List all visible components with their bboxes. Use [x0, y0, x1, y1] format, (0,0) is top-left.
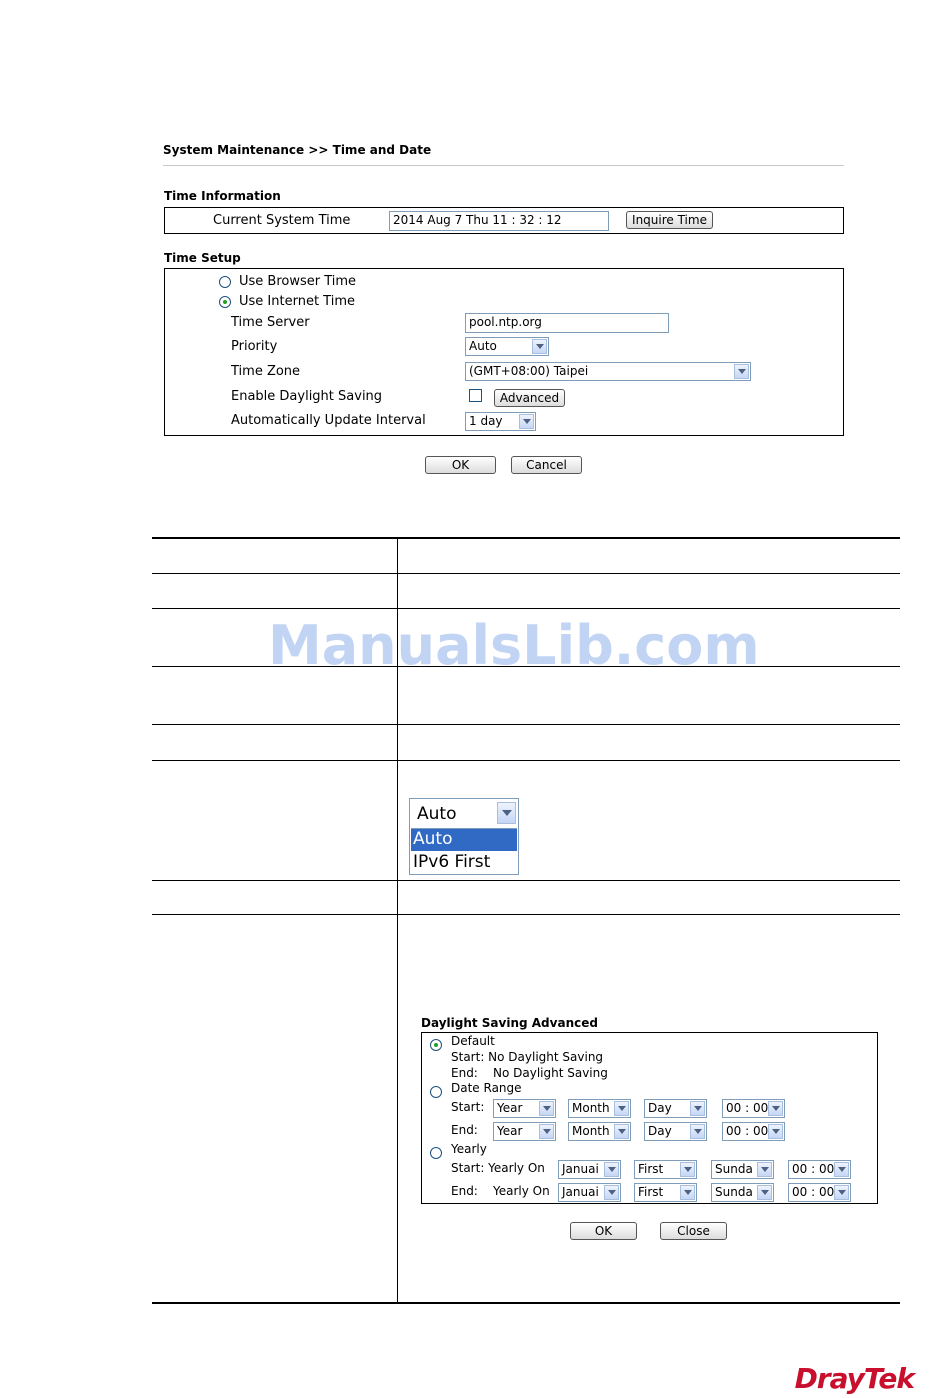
- select-value: First: [638, 1162, 664, 1176]
- table-row-divider: [152, 760, 900, 761]
- priority-dropdown-closed[interactable]: [411, 800, 517, 829]
- range-end-label: End:: [451, 1123, 478, 1137]
- priority-option-ipv6-first[interactable]: IPv6 First: [413, 852, 491, 872]
- title-divider: [163, 165, 844, 166]
- priority-dropdown-figure: [409, 798, 519, 875]
- date-range-radio[interactable]: [430, 1086, 442, 1098]
- select-value: Day: [648, 1101, 672, 1115]
- select-value: Sunda: [715, 1185, 753, 1199]
- select-value: Year: [497, 1101, 523, 1115]
- chevron-down-icon: [768, 1101, 783, 1116]
- default-start-text: Start: No Daylight Saving: [451, 1050, 604, 1064]
- use-browser-time-radio[interactable]: [219, 276, 231, 288]
- current-time-label: Current System Time: [213, 213, 351, 228]
- use-browser-time-label: Use Browser Time: [239, 274, 357, 289]
- range-start-month-select[interactable]: [568, 1099, 631, 1118]
- date-range-label: Date Range: [451, 1081, 522, 1095]
- watermark: ManualsLib.com: [268, 614, 760, 677]
- chevron-down-icon: [497, 802, 516, 824]
- range-start-year-select[interactable]: [493, 1099, 556, 1118]
- chevron-down-icon: [532, 339, 547, 354]
- time-zone-value: (GMT+08:00) Taipei: [469, 364, 589, 378]
- select-value: 00 : 00: [726, 1124, 769, 1138]
- yearly-end-weekday-select[interactable]: [711, 1183, 774, 1202]
- chevron-down-icon: [690, 1124, 705, 1139]
- yearly-end-month-select[interactable]: [558, 1183, 621, 1202]
- advanced-close-button[interactable]: Close: [660, 1222, 727, 1240]
- table-top-rule: [152, 537, 900, 539]
- select-value: Januai: [562, 1185, 599, 1199]
- time-zone-select[interactable]: [465, 362, 751, 381]
- range-start-day-select[interactable]: [644, 1099, 707, 1118]
- priority-label: Priority: [231, 339, 278, 354]
- chevron-down-icon: [757, 1185, 772, 1200]
- time-info-title: Time Information: [164, 189, 281, 203]
- select-value: 00 : 00: [726, 1101, 769, 1115]
- range-end-day-select[interactable]: [644, 1122, 707, 1141]
- default-radio[interactable]: [430, 1039, 442, 1051]
- table-row-divider: [152, 608, 900, 609]
- yearly-start-time-select[interactable]: [788, 1160, 851, 1179]
- default-end-label: End:: [451, 1066, 478, 1080]
- time-zone-label: Time Zone: [231, 364, 301, 379]
- daylight-advanced-title: Daylight Saving Advanced: [421, 1016, 598, 1030]
- range-start-label: Start:: [451, 1100, 485, 1114]
- chevron-down-icon: [690, 1101, 705, 1116]
- update-interval-select[interactable]: [465, 412, 536, 431]
- priority-option-auto[interactable]: Auto: [411, 829, 517, 851]
- yearly-end-on-label: Yearly On: [493, 1184, 550, 1198]
- chevron-down-icon: [734, 364, 749, 379]
- ok-button[interactable]: OK: [425, 456, 496, 474]
- chevron-down-icon: [604, 1185, 619, 1200]
- yearly-label: Yearly: [451, 1142, 487, 1156]
- chevron-down-icon: [757, 1162, 772, 1177]
- use-internet-time-radio[interactable]: [219, 296, 231, 308]
- select-value: Month: [572, 1124, 610, 1138]
- yearly-end-week-select[interactable]: [634, 1183, 697, 1202]
- table-row-divider: [152, 880, 900, 881]
- select-value: First: [638, 1185, 664, 1199]
- select-value: Sunda: [715, 1162, 753, 1176]
- default-end-value: No Daylight Saving: [493, 1066, 608, 1080]
- range-end-month-select[interactable]: [568, 1122, 631, 1141]
- chevron-down-icon: [614, 1101, 629, 1116]
- page-title: System Maintenance >> Time and Date: [163, 143, 432, 157]
- advanced-ok-button[interactable]: OK: [570, 1222, 637, 1240]
- chevron-down-icon: [604, 1162, 619, 1177]
- chevron-down-icon: [834, 1185, 849, 1200]
- yearly-end-label: End:: [451, 1184, 478, 1198]
- current-time-field[interactable]: 2014 Aug 7 Thu 11 : 32 : 12: [389, 211, 609, 231]
- table-row-divider: [152, 724, 900, 725]
- daylight-advanced-panel: [421, 1032, 878, 1204]
- chevron-down-icon: [519, 414, 534, 429]
- chevron-down-icon: [614, 1124, 629, 1139]
- chevron-down-icon: [680, 1185, 695, 1200]
- priority-value: Auto: [469, 339, 497, 353]
- cancel-button[interactable]: Cancel: [511, 456, 582, 474]
- table-row-divider: [152, 573, 900, 574]
- inquire-time-button[interactable]: Inquire Time: [626, 211, 713, 229]
- yearly-start-month-select[interactable]: [558, 1160, 621, 1179]
- yearly-end-time-select[interactable]: [788, 1183, 851, 1202]
- chevron-down-icon: [539, 1124, 554, 1139]
- select-value: Year: [497, 1124, 523, 1138]
- yearly-start-label: Start: Yearly On: [451, 1161, 545, 1175]
- select-value: Day: [648, 1124, 672, 1138]
- use-internet-time-label: Use Internet Time: [239, 294, 355, 309]
- time-server-label: Time Server: [231, 315, 310, 330]
- update-interval-value: 1 day: [469, 414, 503, 428]
- range-end-year-select[interactable]: [493, 1122, 556, 1141]
- advanced-button[interactable]: Advanced: [494, 389, 565, 407]
- default-label: Default: [451, 1034, 495, 1048]
- yearly-start-week-select[interactable]: [634, 1160, 697, 1179]
- select-value: Month: [572, 1101, 610, 1115]
- select-value: Januai: [562, 1162, 599, 1176]
- time-info-panel: [164, 207, 844, 234]
- chevron-down-icon: [768, 1124, 783, 1139]
- priority-dropdown-selected: Auto: [417, 804, 457, 824]
- select-value: 00 : 00: [792, 1185, 835, 1199]
- daylight-saving-checkbox[interactable]: [469, 389, 482, 402]
- range-end-time-select[interactable]: [722, 1122, 785, 1141]
- table-row-divider: [152, 914, 900, 915]
- time-server-input[interactable]: pool.ntp.org: [465, 313, 669, 333]
- range-start-time-select[interactable]: [722, 1099, 785, 1118]
- table-bottom-rule: [152, 1302, 900, 1304]
- chevron-down-icon: [834, 1162, 849, 1177]
- update-interval-label: Automatically Update Interval: [231, 413, 426, 428]
- draytek-logo: DrayTek: [794, 1362, 914, 1395]
- time-setup-title: Time Setup: [164, 251, 241, 265]
- time-setup-panel: [164, 268, 844, 436]
- select-value: 00 : 00: [792, 1162, 835, 1176]
- chevron-down-icon: [680, 1162, 695, 1177]
- priority-select[interactable]: [465, 337, 549, 356]
- daylight-saving-label: Enable Daylight Saving: [231, 389, 383, 404]
- yearly-radio[interactable]: [430, 1147, 442, 1159]
- chevron-down-icon: [539, 1101, 554, 1116]
- yearly-start-weekday-select[interactable]: [711, 1160, 774, 1179]
